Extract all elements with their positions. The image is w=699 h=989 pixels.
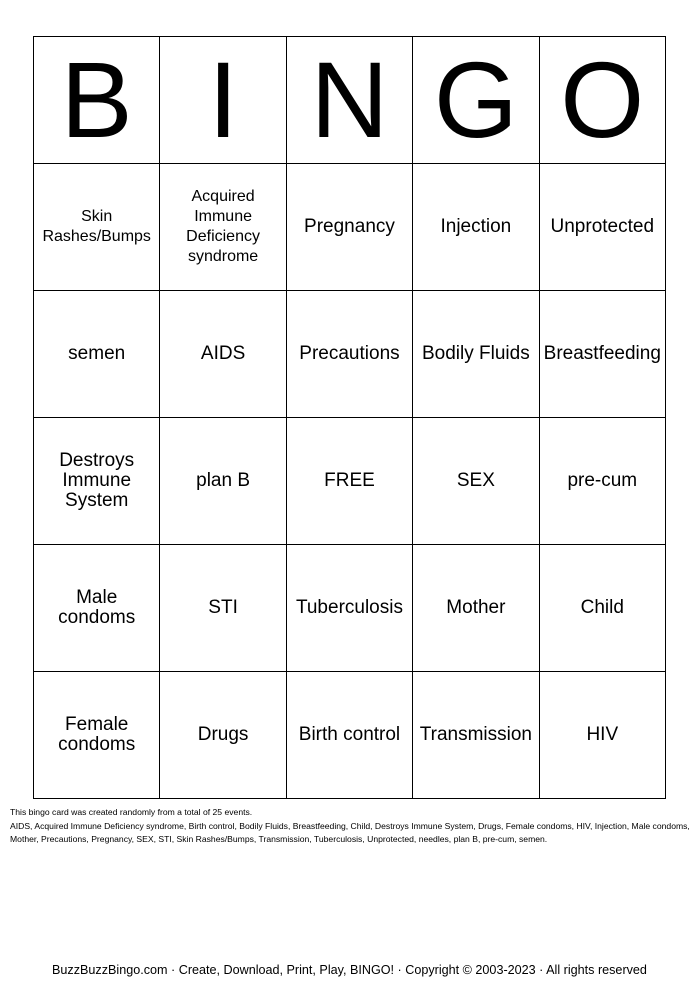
bingo-cell: Female condoms bbox=[34, 672, 160, 799]
footnote-intro: This bingo card was created randomly from a total of 25 events. bbox=[10, 807, 253, 817]
bingo-cell: Bodily Fluids bbox=[413, 291, 539, 418]
bingo-cell: Male condoms bbox=[34, 545, 160, 672]
bingo-cell: Child bbox=[539, 545, 665, 672]
bingo-row bbox=[34, 672, 666, 799]
bingo-row bbox=[34, 545, 666, 672]
bingo-cell: HIV bbox=[539, 672, 665, 799]
bingo-cell: Transmission bbox=[413, 672, 539, 799]
bingo-cell: Tuberculosis bbox=[286, 545, 412, 672]
bingo-cell: Injection bbox=[413, 164, 539, 291]
header-letter-o: O bbox=[539, 37, 665, 164]
bingo-cell: STI bbox=[160, 545, 286, 672]
bingo-cell: plan B bbox=[160, 418, 286, 545]
bingo-cell: Drugs bbox=[160, 672, 286, 799]
bingo-card bbox=[33, 36, 666, 799]
bingo-cell: Acquired Immune Deficiency syndrome bbox=[160, 164, 286, 291]
bingo-header-row bbox=[34, 37, 666, 164]
bingo-row bbox=[34, 291, 666, 418]
footnote-event-list: AIDS, Acquired Immune Deficiency syndrome, Birth control, Bodily Fluids, Breastfeeding, Child, Destroys Immune System, Drugs, Female condoms, HIV, Injection, Male condoms, Mother, Precautions, Pregnancy, SEX, STI, Skin Rashes/Bumps, Transmission, Tuberculosis, Unprotected, needles, plan B, pre-cum, semen. bbox=[10, 820, 690, 845]
bingo-cell: Mother bbox=[413, 545, 539, 672]
bingo-cell: SEX bbox=[413, 418, 539, 545]
header-letter-b: B bbox=[34, 37, 160, 164]
header-letter-g: G bbox=[413, 37, 539, 164]
bingo-cell: Pregnancy bbox=[286, 164, 412, 291]
bingo-cell: FREE bbox=[286, 418, 412, 545]
bingo-cell: Breastfeeding bbox=[539, 291, 665, 418]
bingo-cell: Skin Rashes/Bumps bbox=[34, 164, 160, 291]
bingo-row bbox=[34, 164, 666, 291]
bingo-cell: Precautions bbox=[286, 291, 412, 418]
header-letter-n: N bbox=[286, 37, 412, 164]
site-footer: BuzzBuzzBingo.com · Create, Download, Print, Play, BINGO! · Copyright © 2003-2023 · All rights reserved bbox=[52, 963, 647, 977]
bingo-cell: Destroys Immune System bbox=[34, 418, 160, 545]
bingo-cell: pre-cum bbox=[539, 418, 665, 545]
bingo-cell: AIDS bbox=[160, 291, 286, 418]
bingo-cell: semen bbox=[34, 291, 160, 418]
card-footnote bbox=[10, 806, 692, 847]
bingo-cell: Birth control bbox=[286, 672, 412, 799]
bingo-cell: Unprotected bbox=[539, 164, 665, 291]
bingo-row bbox=[34, 418, 666, 545]
header-letter-i: I bbox=[160, 37, 286, 164]
